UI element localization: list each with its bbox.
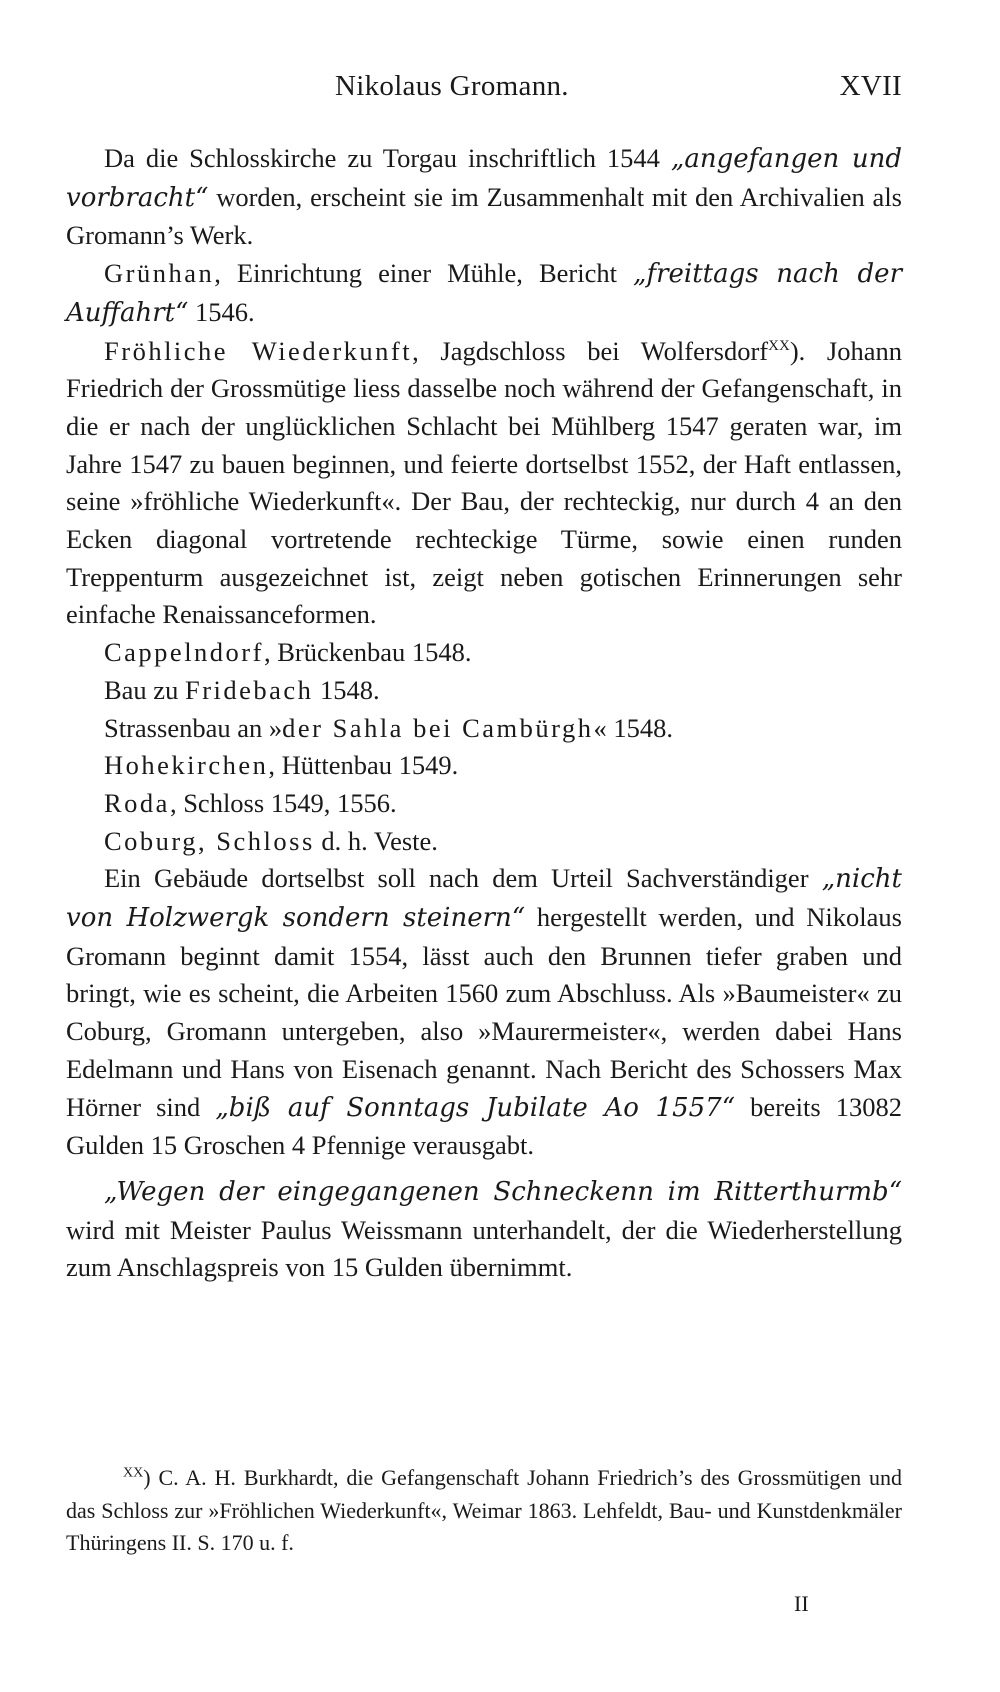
paragraph-fridebach [66, 672, 902, 710]
paragraph-torgau [66, 140, 902, 255]
text-run: « 1548. [593, 712, 673, 743]
text-run: Strassenbau an » [104, 712, 283, 743]
quoted-fraktur-phrase: „biß auf Sonntags Jubilate Ao 1557“ [215, 1092, 736, 1123]
entry-heading: Roda [104, 787, 170, 818]
text-run: Da die Schlosskirche zu Torgau inschriftlich 1544 [104, 143, 671, 173]
paragraph-ritterthurm [66, 1173, 902, 1287]
text-run: hergestellt werden, und Nikolaus Gromann beginnt damit 1554, lässt auch den Brunnen tiefer graben und bringt, wie es scheint, die Arbeiten 1560 zum Abschluss. Als »Baumeister« zu Coburg, Gromann untergeben, also »Maurermeister«, werden dabei Hans Edelmann und Hans von Eisenach genannt. Nach Bericht des Schossers Max Hörner sind [66, 902, 902, 1122]
signature-mark: II [794, 1591, 809, 1616]
text-run: bereits 13082 Gulden 15 Groschen 4 Pfennige verausgabt. [66, 1091, 903, 1161]
entry-heading: Fridebach [184, 674, 314, 705]
text-run: 1548. [313, 674, 380, 705]
text-run: , Einrichtung einer Mühle, Bericht [214, 258, 633, 289]
paragraph-coburg-details [66, 860, 902, 1165]
text-run: , Hüttenbau 1549. [268, 750, 459, 781]
entry-heading: Grünhan [104, 258, 215, 289]
text-run: Bau zu [104, 674, 185, 705]
text-run: wird mit Meister Paulus Weissmann unterhandelt, der die Wiederherstellung zum Anschlagspreis von 15 Gulden übernimmt. [66, 1214, 902, 1283]
entry-heading: Coburg, Schloss [104, 825, 315, 856]
text-run: ). Johann Friedrich der Grossmütige liess dasselbe noch während der Gefangenschaft, in die er nach der unglücklichen Schlacht bei Mühlberg 1547 geraten war, im Jahre 1547 zu bauen beginnen, und feierte dortselbst 1552, der Haft entlassen, seine »fröhliche Wiederkunft«. Der Bau, der rechteckig, nur durch 4 an den Ecken diagonal vortretende rechteckige Türme, sowie einen runden Treppenturm ausgezeichnet ist, zeigt neben gotischen Erinnerungen sehr einfache Renaissanceformen. [66, 335, 902, 630]
paragraph-gruenhan [66, 255, 902, 332]
running-header [66, 70, 902, 110]
paragraph-cappelndorf [66, 634, 902, 672]
page-number: XVII [839, 70, 902, 102]
entry-heading: Hohekirchen [104, 750, 269, 781]
quoted-fraktur-phrase: „Wegen der eingegangenen Schneckenn im Ritterthurmb“ [104, 1176, 902, 1207]
quoted-fraktur-phrase: „freittags nach der Auffahrt“ [66, 259, 902, 328]
footnote-text [66, 1462, 902, 1560]
paragraph-sahla [66, 710, 902, 748]
footnote-reference: XX [768, 337, 790, 354]
entry-heading: Fröhliche Wiederkunft [104, 335, 413, 366]
main-text [66, 140, 902, 1287]
text-run: , Schloss 1549, 1556. [169, 787, 397, 818]
footnote [66, 1462, 902, 1560]
paragraph-froehliche-wiederkunft [66, 333, 902, 635]
text-run: , Brückenbau 1548. [263, 637, 472, 668]
text-run: 1546. [188, 296, 255, 327]
footnote-body: ) C. A. H. Burkhardt, die Gefangenschaft Johann Friedrich’s des Grossmütigen und das Schloss zur »Fröhlichen Wiederkunft«, Weimar 1863. Lehfeldt, Bau- und Kunstdenkmäler Thüringens II. S. 170 u. f. [66, 1465, 902, 1555]
paragraph-roda [66, 785, 902, 823]
running-title: Nikolaus Gromann. [335, 70, 569, 102]
entry-heading: der Sahla bei Cambürgh [282, 712, 594, 743]
text-run: worden, erscheint sie im Zusammenhalt mit den Archivalien als Gromann’s Werk. [66, 181, 902, 251]
paragraph-coburg [66, 823, 902, 861]
text-run: , Jagdschloss bei Wolfersdorf [412, 335, 769, 366]
text-run: Ein Gebäude dortselbst soll nach dem Urteil Sachverständiger [104, 863, 822, 894]
paragraph-hohekirchen [66, 747, 902, 785]
entry-heading: Cappelndorf [104, 637, 264, 668]
text-run: d. h. Veste. [314, 825, 438, 856]
quoted-fraktur-phrase: „angefangen und vorbracht“ [66, 144, 903, 213]
footnote-marker: XX [123, 1465, 144, 1481]
quoted-fraktur-phrase: „nicht von Holzwergk sondern steinern“ [66, 864, 902, 934]
paragraph-gap [66, 1165, 902, 1173]
